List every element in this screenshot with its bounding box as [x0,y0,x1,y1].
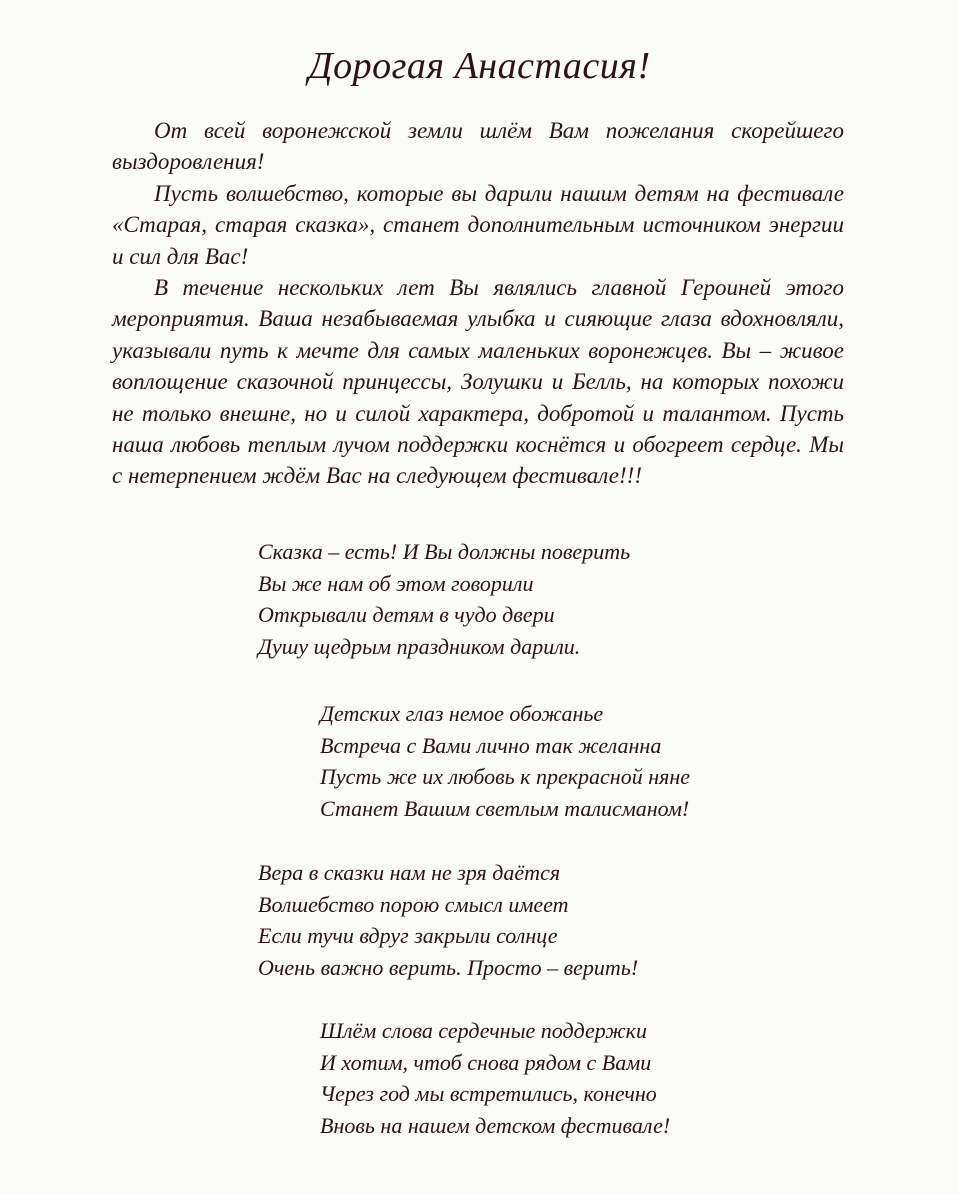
poem-line: Волшебство порою смысл имеет [258,891,569,917]
letter-body [112,115,844,492]
poem-line: Сказка – есть! И Вы должны поверить [258,539,631,564]
poem-line: Через год мы встретились, конечно [320,1081,657,1107]
poem-line: Шлём слова сердечные поддержки [320,1018,647,1043]
poem-line: И хотим, чтоб снова рядом с Вами [320,1049,652,1075]
poem-stanza-1 [258,536,630,662]
poem-stanza-2 [320,698,690,824]
letter-paragraph: В течение нескольких лет Вы являлись главной Героиней этого мероприятия. Ваша незабываемая улыбка и сияющие глаза вдохновляли, указывали путь к мечте для самых маленьких воронежцев. Вы – живое воплощение сказочной принцессы, Золушки и Белль, на которых похожи не только внешне, но и силой характера, добротой и талантом. Пусть наша любовь теплым лучом поддержки коснётся и обогреет сердце. Мы с нетерпением ждём Вас на следующем фестивале!!! [112,275,844,489]
poem-line: Если тучи вдруг закрыли солнце [258,923,558,949]
poem-line: Вновь на нашем детском фестивале! [320,1112,671,1138]
letter-paragraph: Пусть волшебство, которые вы дарили нашим детям на фестивале «Старая, старая сказка», станет дополнительным источником энергии и сил для Вас! [112,180,844,269]
poem-line: Детских глаз немое обожанье [320,701,604,726]
poem-line: Встреча с Вами лично так желанна [320,732,662,758]
poem-line: Станет Вашим светлым талисманом! [320,795,690,821]
letter-title: Дорогая Анастасия! [308,45,651,87]
poem-line: Вера в сказки нам не зря даётся [258,860,561,885]
poem-line: Душу щедрым праздником дарили. [258,633,581,659]
poem-stanza-3 [258,857,638,983]
poem-line: Очень важно верить. Просто – верить! [258,954,639,980]
poem-line: Вы же нам об этом говорили [258,570,534,596]
poem-line: Открывали детям в чудо двери [258,602,555,628]
poem-stanza-4 [320,1015,670,1141]
poem-line: Пусть же их любовь к прекрасной няне [320,764,691,790]
letter-paragraph: От всей воронежской земли шлём Вам пожелания скорейшего выздоровления! [112,118,844,175]
